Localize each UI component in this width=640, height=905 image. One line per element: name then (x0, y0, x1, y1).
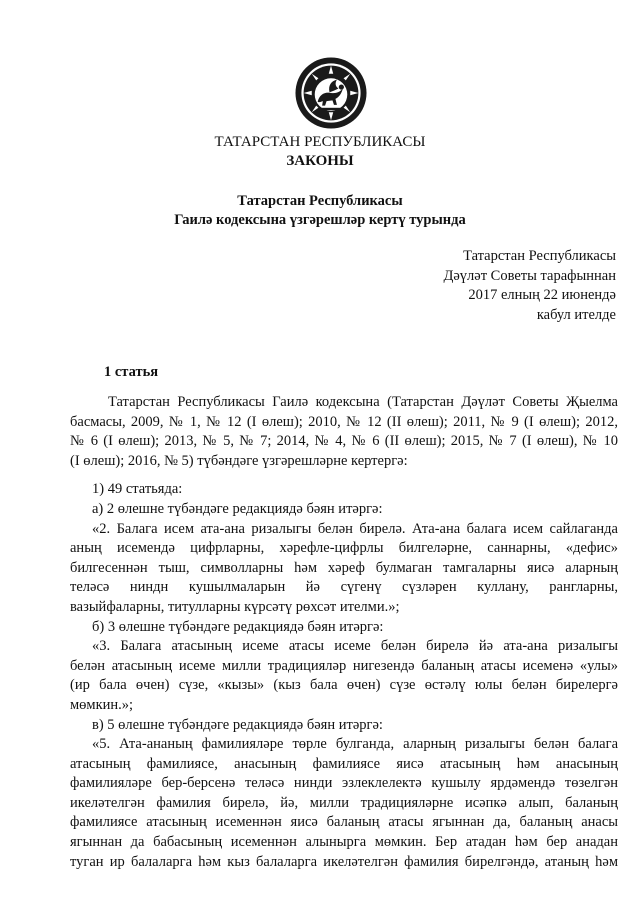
adoption-block (443, 247, 616, 325)
part2-line: «2. Балага исем ата-ана ризалыгы белән бирелә. Ата-ана балага исем сайлаганда (92, 520, 618, 537)
sub-item-a: а) 2 өлешне түбәндәге редакциядә бәян итәргә: (92, 500, 383, 517)
part2-line: теләсә ниндн кушылмаларын йә сүгенү сүзләрен куллану, рангларны, (70, 579, 618, 596)
part5-line: фамилиясе атасының исеменнән яисә баланың атасы ягыннан да, баланың анасы (70, 814, 618, 831)
part3-line: мөмкин.»; (70, 696, 134, 713)
law-title: Гаилә кодексына үзгәрешләр кертү турында (174, 212, 466, 228)
part5-line: туган ир балаларга һәм кыз балаларга икеләтелгән фамилия бирелгәндә, атаның һәм (70, 853, 618, 870)
part3-line: (ир бала өчен) сүзе, «кызы» (кыз бала өчен) сүзе өстәлү юлы белән бирелергә (70, 677, 618, 694)
article-body (70, 393, 618, 872)
part5-line: «5. Ата-ананың фамилияләре төрле булганда, аларның ризалыгы белән балага (92, 736, 618, 753)
part2-line: аның исемендә цифрларны, хәрефле-цифрлы билгеләрне, саннарны, «дефис» (70, 540, 618, 557)
adoption-line: Татарстан Республикасы (463, 248, 616, 264)
sub-item-c: в) 5 өлешне түбәндәге редакциядә бәян итәргә: (92, 716, 383, 733)
intro-line: (I өлеш); 2016, № 5) түбәндәге үзгәрешләрне кертергә: (70, 452, 408, 469)
adoption-line: Дәүләт Советы тарафыннан (443, 267, 616, 284)
part3-line: «3. Балага атасының исеме атасы исеме белән бирелә йә ата-ана ризалыгы (92, 638, 618, 655)
part5-line: икеләтелгән фамилия бирелә, йә, милли традицияләрне исәпкә алып, баланың (70, 794, 618, 811)
part5-line: фамилияләре бер-берсенә теләсә нинди эзлеклелектә кушылу ярдәмендә төзелгән (70, 775, 618, 792)
intro-line: № 6 (I өлеш); 2013, № 5, № 7; 2014, № 4, № 6 (II өлеш); 2015, № 7 (I өлеш), № 10 (70, 433, 618, 450)
law-subject: Татарстан Республикасы (237, 193, 403, 209)
article-heading: 1 статья (104, 364, 159, 380)
intro-line: басмасы, 2009, № 1, № 12 (I өлеш); 2010, № 12 (II өлеш); 2011, № 9 (I өлеш); 2012, (70, 413, 618, 430)
part5-line: ягыннан да бабасының исеменнән алынырга мөмкин. Бер атадан һәм бер анадан (70, 834, 618, 851)
part2-line: вазыйфаларны, титулларны күрсәтү рөхсәт ителми.»; (70, 598, 400, 615)
part3-line: белән атасының исеме милли традицияләр нигезендә баланың атасы исеменә «улы» (70, 657, 618, 674)
adoption-line: 2017 елның 22 июнендә (468, 287, 616, 303)
state-name: ТАТАРСТАН РЕСПУБЛИКАСЫ (214, 134, 426, 150)
sub-item-b: б) 3 өлешне түбәндәге редакциядә бәян итәргә: (92, 618, 384, 635)
item-1: 1) 49 статьяда: (92, 481, 183, 498)
part2-line: билгесеннән тыш, символларны һәм хәреф булмаган тамгаларны яисә аларның (70, 559, 618, 576)
part5-line: атасының фамилиясе, анасының фамилиясе яисә атасының һәм анасының (70, 755, 618, 772)
law-label: ЗАКОНЫ (286, 153, 354, 169)
intro-line: Татарстан Республикасы Гаилә кодексына (Татарстан Дәүләт Советы Җыелма (108, 394, 618, 410)
adoption-line: кабул ителде (536, 306, 616, 323)
tatarstan-emblem-icon (294, 56, 368, 130)
